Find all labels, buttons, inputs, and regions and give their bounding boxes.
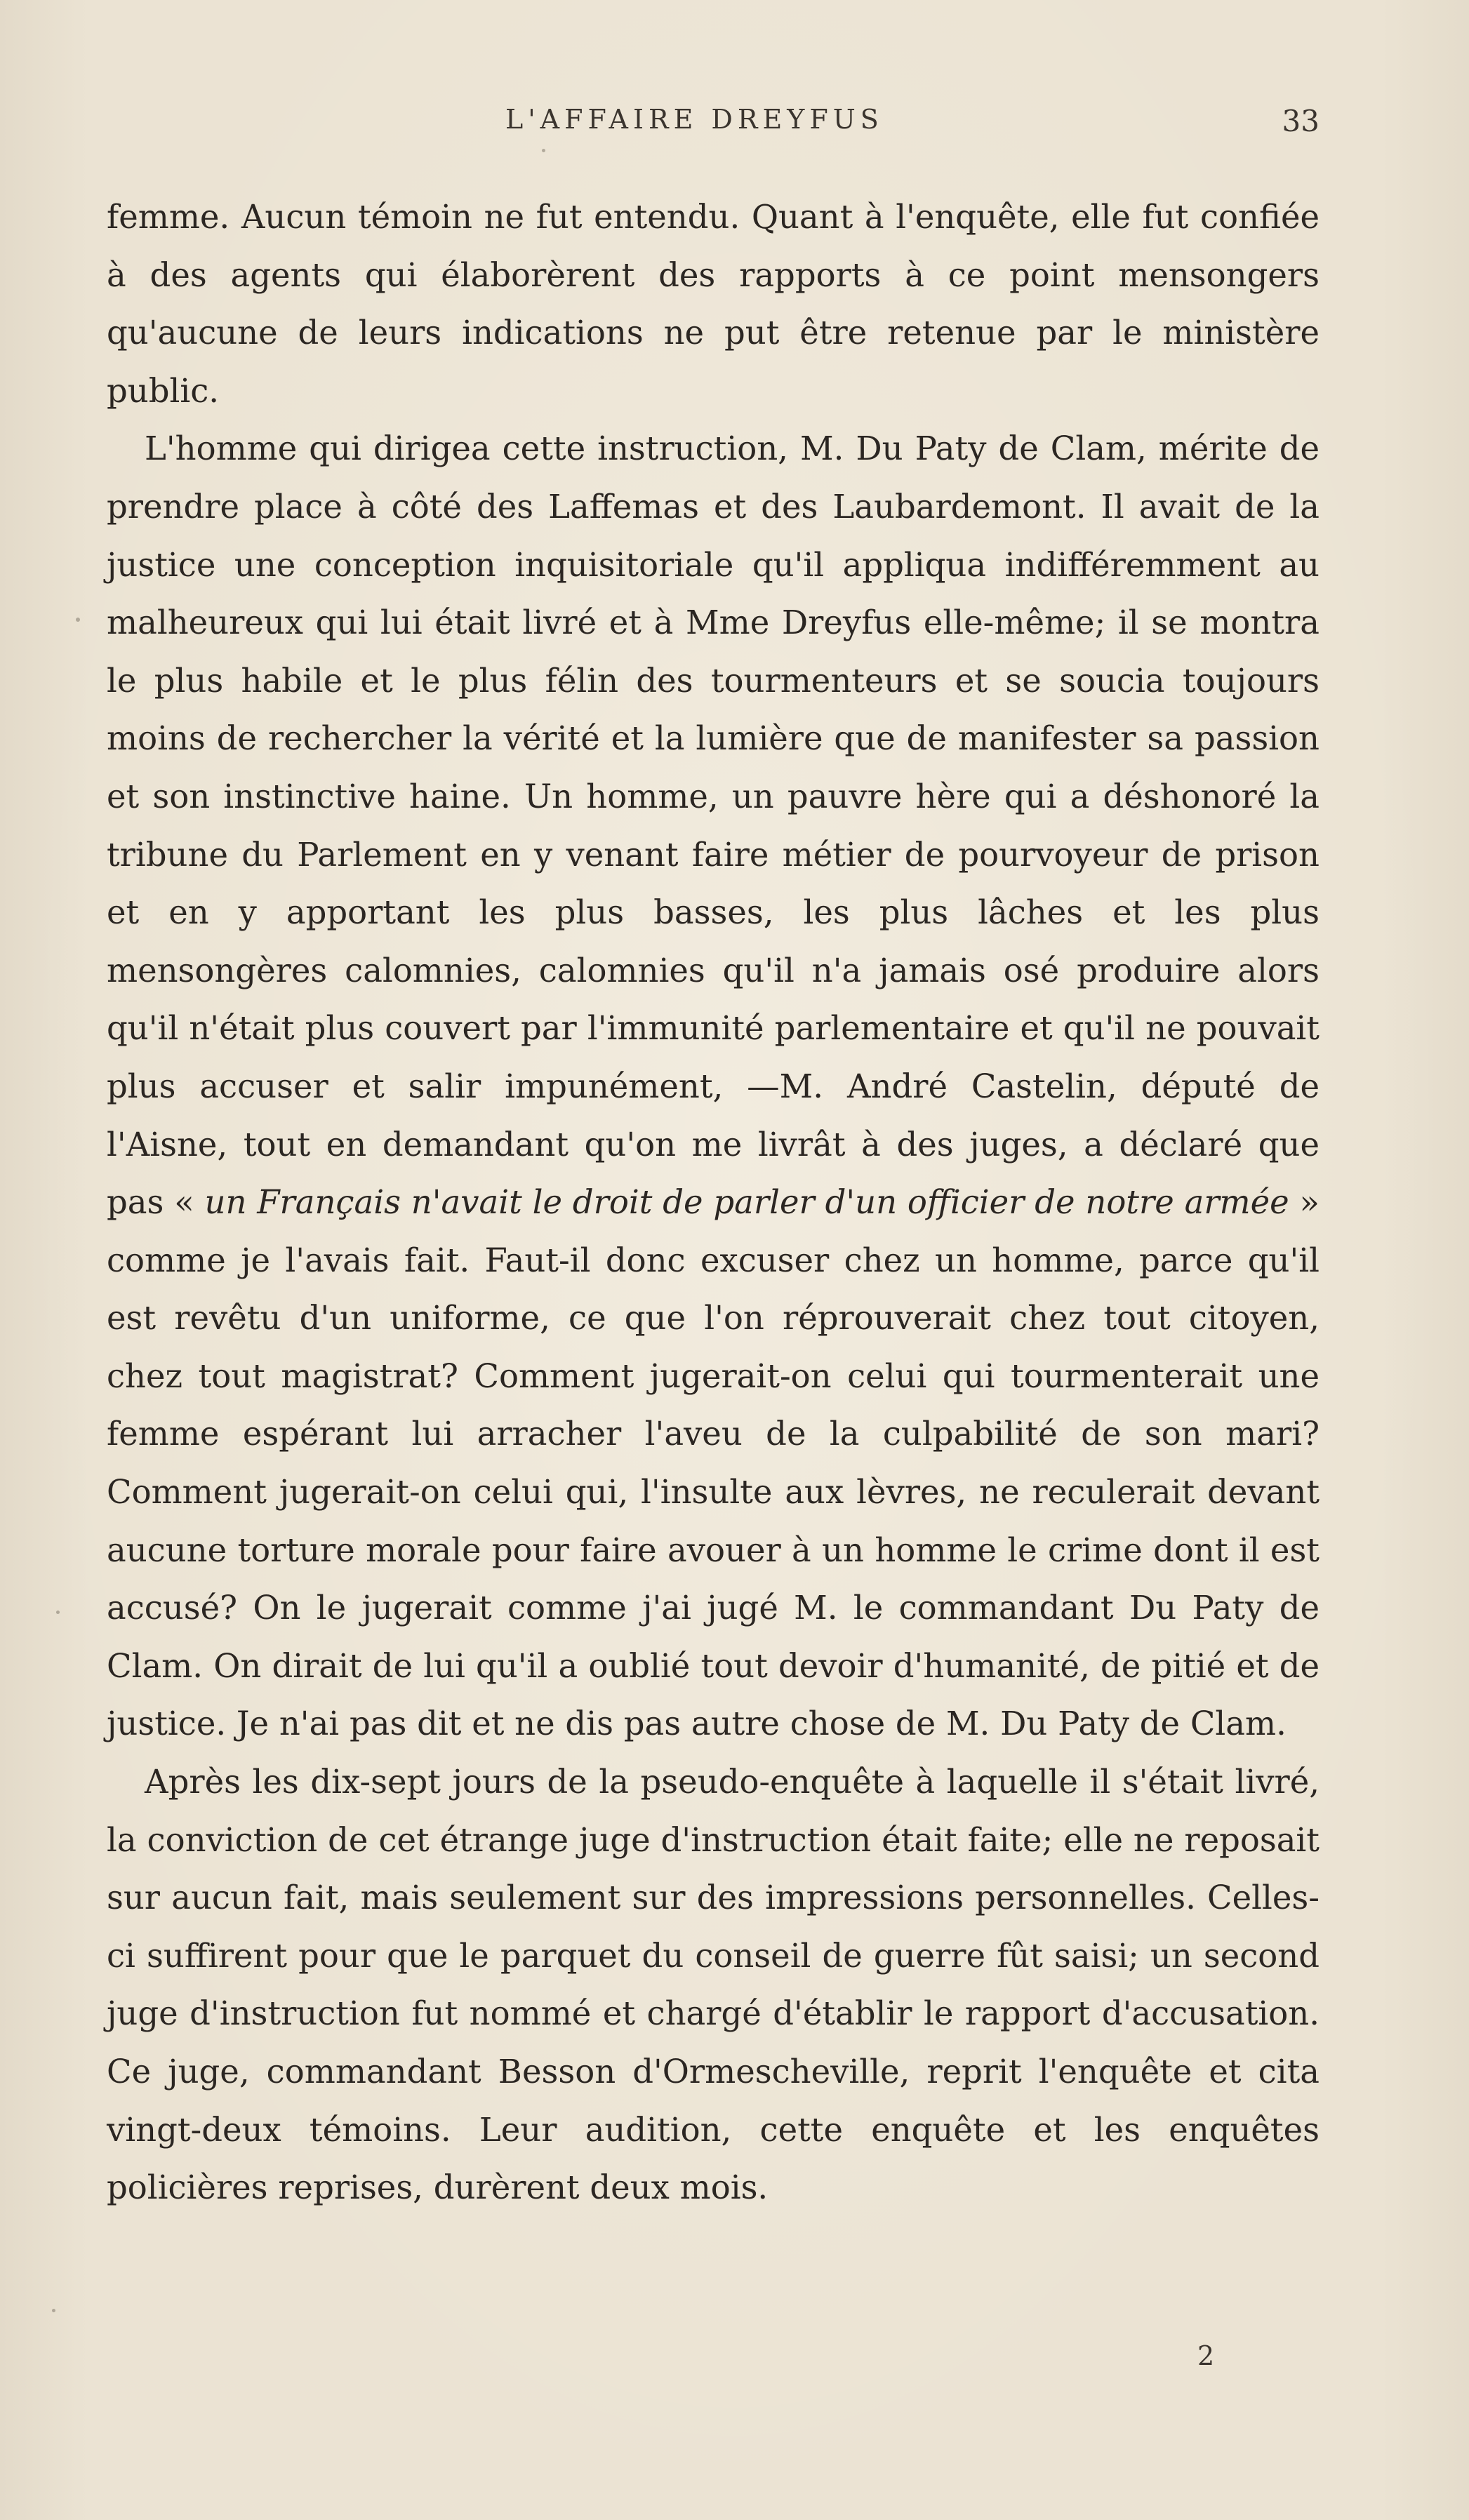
paragraph-2 — [107, 420, 1320, 1753]
paragraph-1 — [107, 188, 1320, 420]
paragraph-3-text: Après les dix-sept jours de la pseudo-enquête à laquelle il s'était livré, la conviction de cet étrange juge d'instruction était faite; elle ne reposait sur aucun fait, mais seulement sur des impressions personnelles. Celles-ci suffirent pour que le parquet du conseil de guerre fût saisi; un second juge d'instruction fut nommé et chargé d'établir le rapport d'accusation. Ce juge, commandant Besson d'Ormescheville, reprit l'enquête et cita vingt-deux témoins. Leur audition, cette enquête et les enquêtes policières reprises, durèrent deux mois. — [107, 1763, 1320, 2207]
paper-speck — [52, 2309, 55, 2312]
paragraph-3 — [107, 1753, 1320, 2217]
paper-speck — [542, 149, 545, 152]
paragraph-2-text-before: L'homme qui dirigea cette instruction, M. Du Paty de Clam, mérite de prendre place à côté des Laffemas et des Laubardemont. Il avait de la justice une conception inquisitoriale qu'il appliqua indifféremment au malheureux qui lui était livré et à Mme Dreyfus elle-même; il se montra le plus habile et le plus félin des tourmenteurs et se soucia toujours moins de rechercher la vérité et la lumière que de manifester sa passion et son instinctive haine. Un homme, un pauvre hère qui a déshonoré la tribune du Parlement en y venant faire métier de pourvoyeur de prison et en y apportant les plus basses, les plus lâches et les plus mensongères calomnies, calomnies qu'il n'a jamais osé produire alors qu'il n'était plus couvert par l'immunité parlementaire et qu'il ne pouvait plus accuser et salir impunément, —M. André Castelin, député de l'Aisne, tout en demandant qu'on me livrât à des juges, a déclaré que pas « — [107, 429, 1320, 1222]
paper-speck — [76, 618, 80, 622]
page-number: 33 — [1282, 104, 1320, 138]
body-text — [107, 188, 1320, 2217]
paragraph-2-italic-quote: un Français n'avait le droit de parler d'un officier de notre armée — [204, 1183, 1289, 1222]
running-head — [0, 104, 1469, 146]
running-title: L'AFFAIRE DREYFUS — [505, 104, 884, 135]
paper-speck — [56, 1611, 60, 1614]
signature-mark: 2 — [1197, 2340, 1215, 2371]
paragraph-1-text: femme. Aucun témoin ne fut entendu. Quant à l'enquête, elle fut confiée à des agents qui élaborèrent des rapports à ce point mensongers qu'aucune de leurs indications ne put être retenue par le ministère public. — [107, 198, 1320, 410]
paragraph-2-text-after: » comme je l'avais fait. Faut-il donc excuser chez un homme, parce qu'il est revêtu d'un uniforme, ce que l'on réprouverait chez tout citoyen, chez tout magistrat? Comment jugerait-on celui qui tourmenterait une femme espérant lui arracher l'aveu de la culpabilité de son mari? Comment jugerait-on celui qui, l'insulte aux lèvres, ne reculerait devant aucune torture morale pour faire avouer à un homme le crime dont il est accusé? On le jugerait comme j'ai jugé M. le commandant Du Paty de Clam. On dirait de lui qu'il a oublié tout devoir d'humanité, de pitié et de justice. Je n'ai pas dit et ne dis pas autre chose de M. Du Paty de Clam. — [107, 1183, 1320, 1743]
